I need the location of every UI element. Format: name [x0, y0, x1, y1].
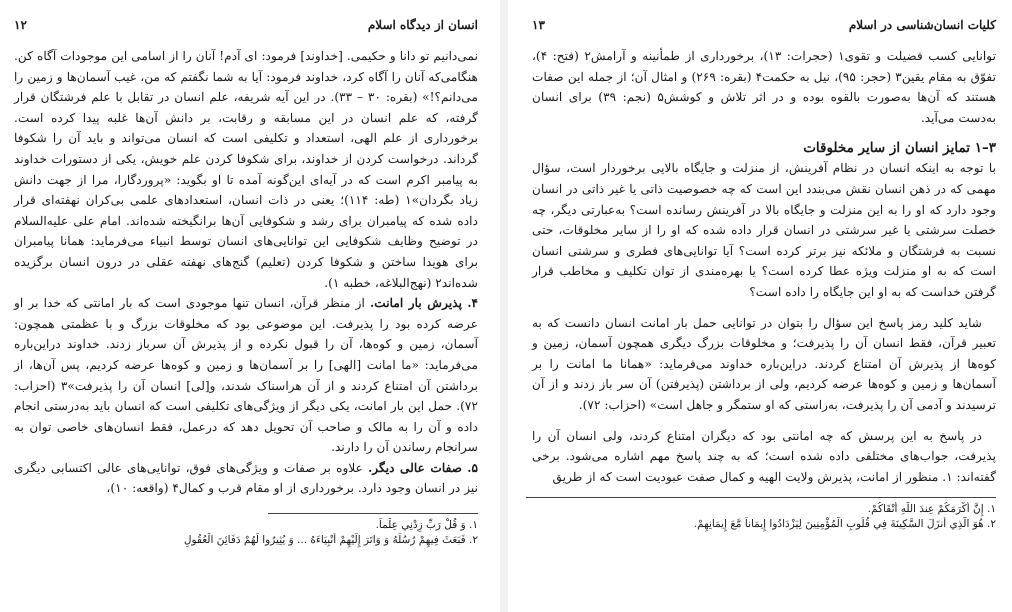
right-paragraph-2: با توجه به اینکه انسان در نظام آفرینش، از منزلت و جایگاه بالایی برخوردار است، سؤال مهمی که در ذهن انسان نقش می‌بندد این است که چه خصوصیت ذاتی یا غیر ذاتی در انسان وجود دارد که او را به این منزلت و جایگاه بالا در آفرینش رسانده است؟ به‌عبارتی دیگر، چه خصلت سرشتی یا غیر سرشتی در انسان قرار داده شده که او را از سایر مخلوقات، حتی نسبت به فرشتگان و ملائکه نیز برتر کرده است؟ آیا توانایی‌های فطری و سرشتی انسان است که به او منزلت ویژه عطا کرده است؟ یا بهره‌مندی از توان تکلیف و مخاطب قرار گرفتن خداست که به او این جایگاه را داده است؟	[532, 161, 996, 299]
item-5-number: ۵.	[467, 460, 479, 475]
list-item-4	[14, 293, 478, 458]
item-5-text: علاوه بر صفات و ویژگی‌های فوق، توانایی‌های عالی اکتسابی دیگری نیز در انسان وجود دارد. برخورداری از او مقام قرب و کمال۴ (واقعه: ۱۰)،	[14, 460, 478, 496]
item-4-title: پذیرش بار امانت.	[370, 296, 463, 311]
footnote-divider	[268, 513, 478, 514]
right-paragraph-4: در پاسخ به این پرسش که چه امانتی بود که دیگران امتناع کردند، ولی انسان آن را پذیرفت، جواب‌های مختلفی داده شده است؛ که به چند پاسخ مهم اشاره می‌شود. برخی گفته‌اند: ۱. منظور از امانت، پذیرش ولایت الهیه و کمال صفت عبودیت است که از طریق	[532, 428, 996, 484]
right-footnote-2: ۲. هُوَ الَّذِي أَنزَلَ السَّكِينَةَ فِي قُلُوبِ الْمُؤْمِنِينَ لِيَزْدَادُوا إِيمَاناً مَّعَ إِيمَانِهِمْ.	[693, 518, 996, 531]
book-gutter	[500, 0, 508, 612]
left-page	[0, 0, 498, 612]
item-5-title: صفات عالی دیگر.	[368, 460, 463, 475]
left-footnotes	[14, 518, 478, 548]
footnote-divider	[526, 497, 996, 498]
left-header-title: انسان از دیدگاه اسلام	[367, 18, 478, 32]
item-4-text: از منظر قرآن، انسان تنها موجودی است که بار امانتی که خدا بر او عرضه کرده بود را پذیرفت. این موضوعی بود که مخلوقات بزرگ و با عظمتی همچون: آسمان، زمین و کوه‌ها، آن را قبول نکرده و از پذیرش آن سرباز زدند. خداوند دراین‌باره می‌فرماید: «ما امانت [الهی] را بر آسمان‌ها و زمین و کوه‌ها عرضه کردیم، پس آن‌ها، از برداشتن آن امتناع کردند و از آن هراسناک شدند، و[لی] انسان آن را پذیرفت»۳ (احزاب: ۷۲). حمل این بار امانت، یکی دیگر از ویژگی‌های تکلیفی است که انسان باید به‌درستی انجام داده و آن را به مالک و صاحب آن تحویل دهد که درعمل، فقط انسان‌های خاصی توان به سرانجام رساندن آن را دارند.	[14, 296, 478, 455]
right-paragraph-3: شاید کلید رمز پاسخ این سؤال را بتوان در توانایی حمل بار امانت انسان دانست که به تعبیر قرآن، فقط انسان آن را پذیرفت؛ و مخلوقات بزرگ دیگری همچون آسمان، زمین و کوه‌ها از پذیرش آن امتناع کردند. دراین‌باره خداوند می‌فرماید: «همانا ما امانت را بر آسمان‌ها و زمین و کوه‌ها عرضه کردیم، ولی از برداشتن (پذیرفتن) آن سر باز زدند و از آن ترسیدند و آدمی آن را پذیرفت، به‌راستی که او ستمگر و جاهل است» (احزاب: ۷۲).	[532, 315, 996, 412]
right-footnote-1: ۱. إِنَّ أَكْرَمَكُمْ عِندَ اللَّهِ أَتْقَاكُمْ.	[867, 503, 996, 516]
right-header-title: کلیات انسان‌شناسی در اسلام	[848, 18, 996, 32]
right-page-header	[532, 18, 996, 32]
right-paragraph-1: توانایی کسب فضیلت و تقوی۱ (حجرات: ۱۳)، برخورداری از طمأنینه و آرامش۲ (فتح: ۴)، تفوّق به مقام یقین۳ (حجر: ۹۵)، نیل به حکمت۴ (بقره: ۲۶۹) و امثال آن؛ از جمله این صفات هستند که آن‌ها به‌صورت بالقوه بوده و در اثر تلاش و کوشش۵ (نجم: ۳۹) برای انسان به‌دست می‌آید.	[532, 49, 997, 125]
left-footnote-2: ۲. فَبَعَثَ فِيهِمْ رُسُلَهُ وَ وَاتَرَ إِلَيْهِمْ أَنْبِيَاءَهُ ... وَ يُثِيرُوا لَهُمْ دَفَائِنَ الْعُقُولِ	[183, 534, 478, 547]
left-page-number: ۱۲	[14, 18, 27, 32]
item-4-number: ۴.	[467, 296, 478, 311]
right-footnotes	[532, 502, 996, 532]
right-page	[510, 0, 1012, 612]
section-title: ۳–۱ تمایز انسان از سایر مخلوقات	[803, 140, 996, 157]
left-paragraph-1: نمی‌دانیم تو دانا و حکیمی. [خداوند] فرمود: ای آدم! آنان را از اسامی این موجودات آگاه کن. هنگامی‌که آنان را آگاه کرد، خداوند فرمود: آیا به شما نگفتم که من، غیب آسمان‌ها و زمین را می‌دانم؟!» (بقره: ۳۰ – ۳۳). در این آیه شریفه، علم انسان در تقابل با علم فرشتگان قرار گرفته، که علم انسان در این مسابقه و رقابت، بر دانش آن‌ها غلبه پیدا کرده است. برخورداری از علم الهی، استعداد و تکلیفی است که انسان می‌تواند و باید آن را شکوفا گرداند. درخواست کردن از خداوند، برای شکوفا کردن علم خویش، یکی از دستورات خداوند به پیامبر اکرم است که در آیه‌ای این‌گونه آمده تا او بگوید: «پروردگارا، مرا از جهت دانش زیاد بگردان»۱ (طه: ۱۱۴)؛ یعنی در ذات انسان، استعدادهای علمی بی‌کران نهفته‌ای قرار داده شده که پیامبران برای رشد و شکوفایی آن‌ها برانگیخته شده‌اند. امام علی علیه‌السلام در توضیح وظایف شکوفایی این توانایی‌های انسان توسط انبیاء می‌فرماید: همانا پیامبران برای هویدا ساختن و شکوفا کردن (تعلیم) گنج‌های نهفته عقلی در درون انسان برگزیده شده‌اند۲ (نهج‌البلاغه، خطبه ۱).	[14, 49, 478, 290]
right-page-number: ۱۳	[532, 18, 545, 32]
left-footnote-1: ۱. وَ قُلْ رَبِّ زِدْنِي عِلْماً.	[375, 519, 478, 532]
list-item-5	[14, 458, 478, 499]
left-page-header	[14, 18, 478, 32]
